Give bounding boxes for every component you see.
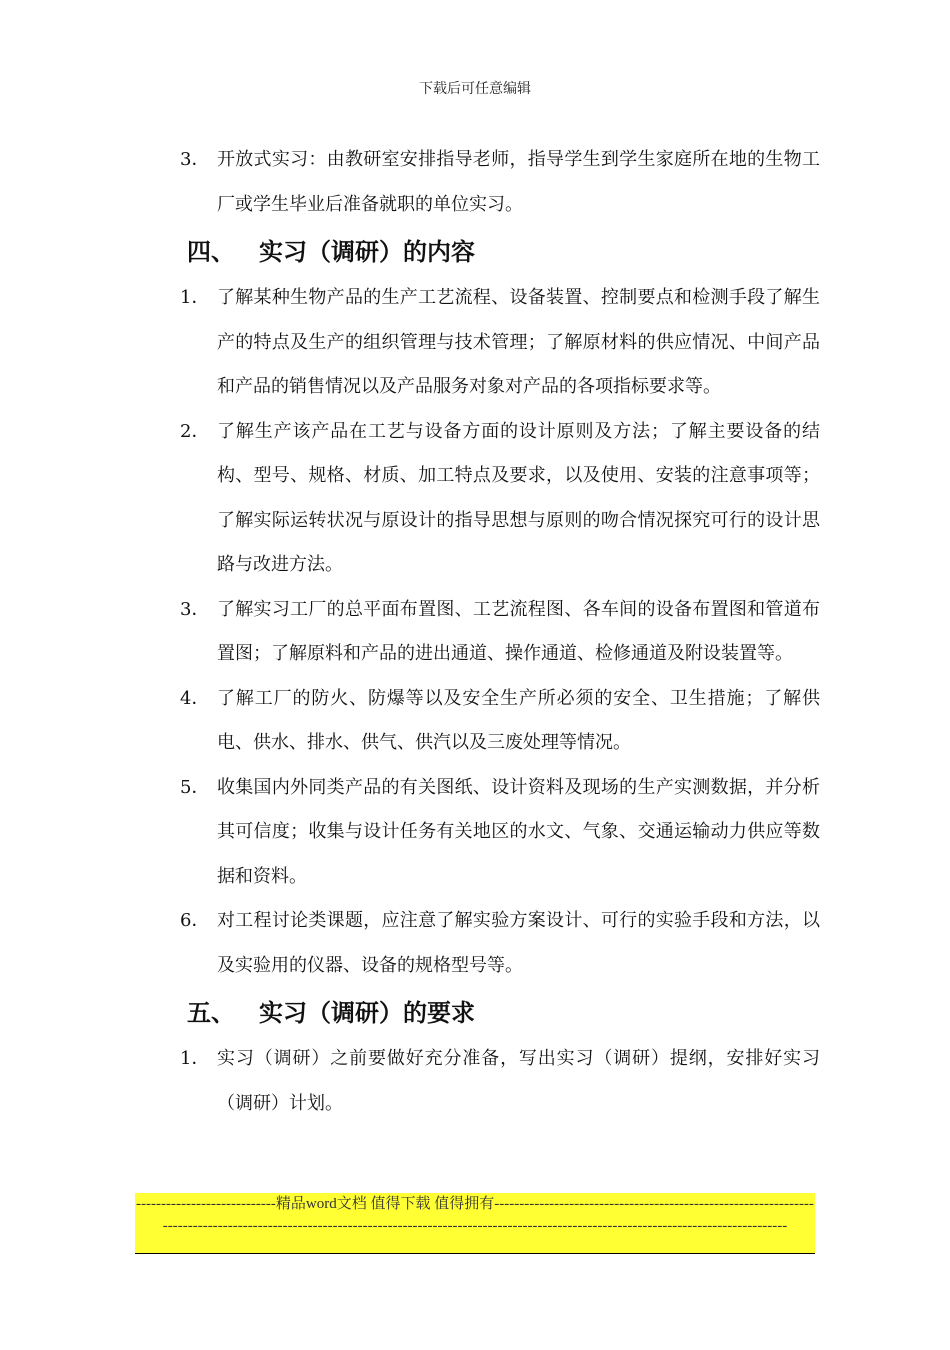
section-title: 实习（调研）的要求 [259, 998, 475, 1027]
page-header: 下载后可任意编辑 [419, 81, 531, 97]
list-item [180, 138, 820, 227]
list-item-number: 1． [180, 1048, 210, 1069]
list-item [180, 410, 820, 588]
section-number: 五、 [187, 998, 235, 1027]
list-item-text: 收集国内外同类产品的有关图纸、设计资料及现场的生产实测数据，并分析其可信度；收集与设计任务有关地区的水文、气象、交通运输动力供应等数据和资料。 [217, 776, 820, 887]
list-item [180, 1037, 820, 1126]
list-item-number: 6． [180, 910, 210, 931]
section-title: 实习（调研）的内容 [259, 237, 475, 266]
section-heading-content [187, 232, 820, 272]
list-item [180, 276, 820, 410]
list-item-number: 3． [180, 598, 210, 620]
list-item-number: 2． [180, 420, 210, 442]
document-body [180, 138, 820, 1126]
list-item [180, 588, 820, 677]
list-item-text: 实习（调研）之前要做好充分准备，写出实习（调研）提纲，安排好实习（调研）计划。 [217, 1048, 820, 1114]
section-number: 四、 [187, 237, 235, 266]
list-item [180, 677, 820, 766]
footer-divider [135, 1253, 815, 1254]
section-heading-requirements [187, 993, 820, 1033]
list-item [180, 899, 820, 988]
list-item-text: 了解生产该产品在工艺与设备方面的设计原则及方法；了解主要设备的结构、型号、规格、材质、加工特点及要求，以及使用、安装的注意事项等；了解实际运转状况与原设计的指导思想与原则的吻合情况探究可行的设计思路与改进方法。 [217, 420, 820, 575]
list-item-text: 对工程讨论类课题，应注意了解实验方案设计、可行的实验手段和方法，以及实验用的仪器、设备的规格型号等。 [217, 910, 820, 976]
list-item-number: 3． [180, 149, 210, 170]
list-item-text: 了解实习工厂的总平面布置图、工艺流程图、各车间的设备布置图和管道布置图；了解原料和产品的进出通道、操作通道、检修通道及附设装置等。 [217, 598, 820, 664]
footer-banner: ----------------------------精品word文档 值得下载 值得拥有--------------------------------------------------------------------------------------------------------------------------------------------------------------------------------------------- [135, 1193, 815, 1253]
list-item-text: 了解某种生物产品的生产工艺流程、设备装置、控制要点和检测手段了解生产的特点及生产的组织管理与技术管理；了解原材料的供应情况、中间产品和产品的销售情况以及产品服务对象对产品的各项指标要求等。 [217, 287, 820, 397]
list-item-number: 1． [180, 287, 210, 308]
list-item-number: 5． [180, 776, 210, 798]
list-item-number: 4． [180, 687, 210, 709]
list-item [180, 766, 820, 900]
list-item-text: 了解工厂的防火、防爆等以及安全生产所必须的安全、卫生措施；了解供电、供水、排水、供气、供汽以及三废处理等情况。 [217, 687, 820, 753]
list-item-text: 开放式实习：由教研室安排指导老师，指导学生到学生家庭所在地的生物工厂或学生毕业后准备就职的单位实习。 [217, 149, 820, 215]
